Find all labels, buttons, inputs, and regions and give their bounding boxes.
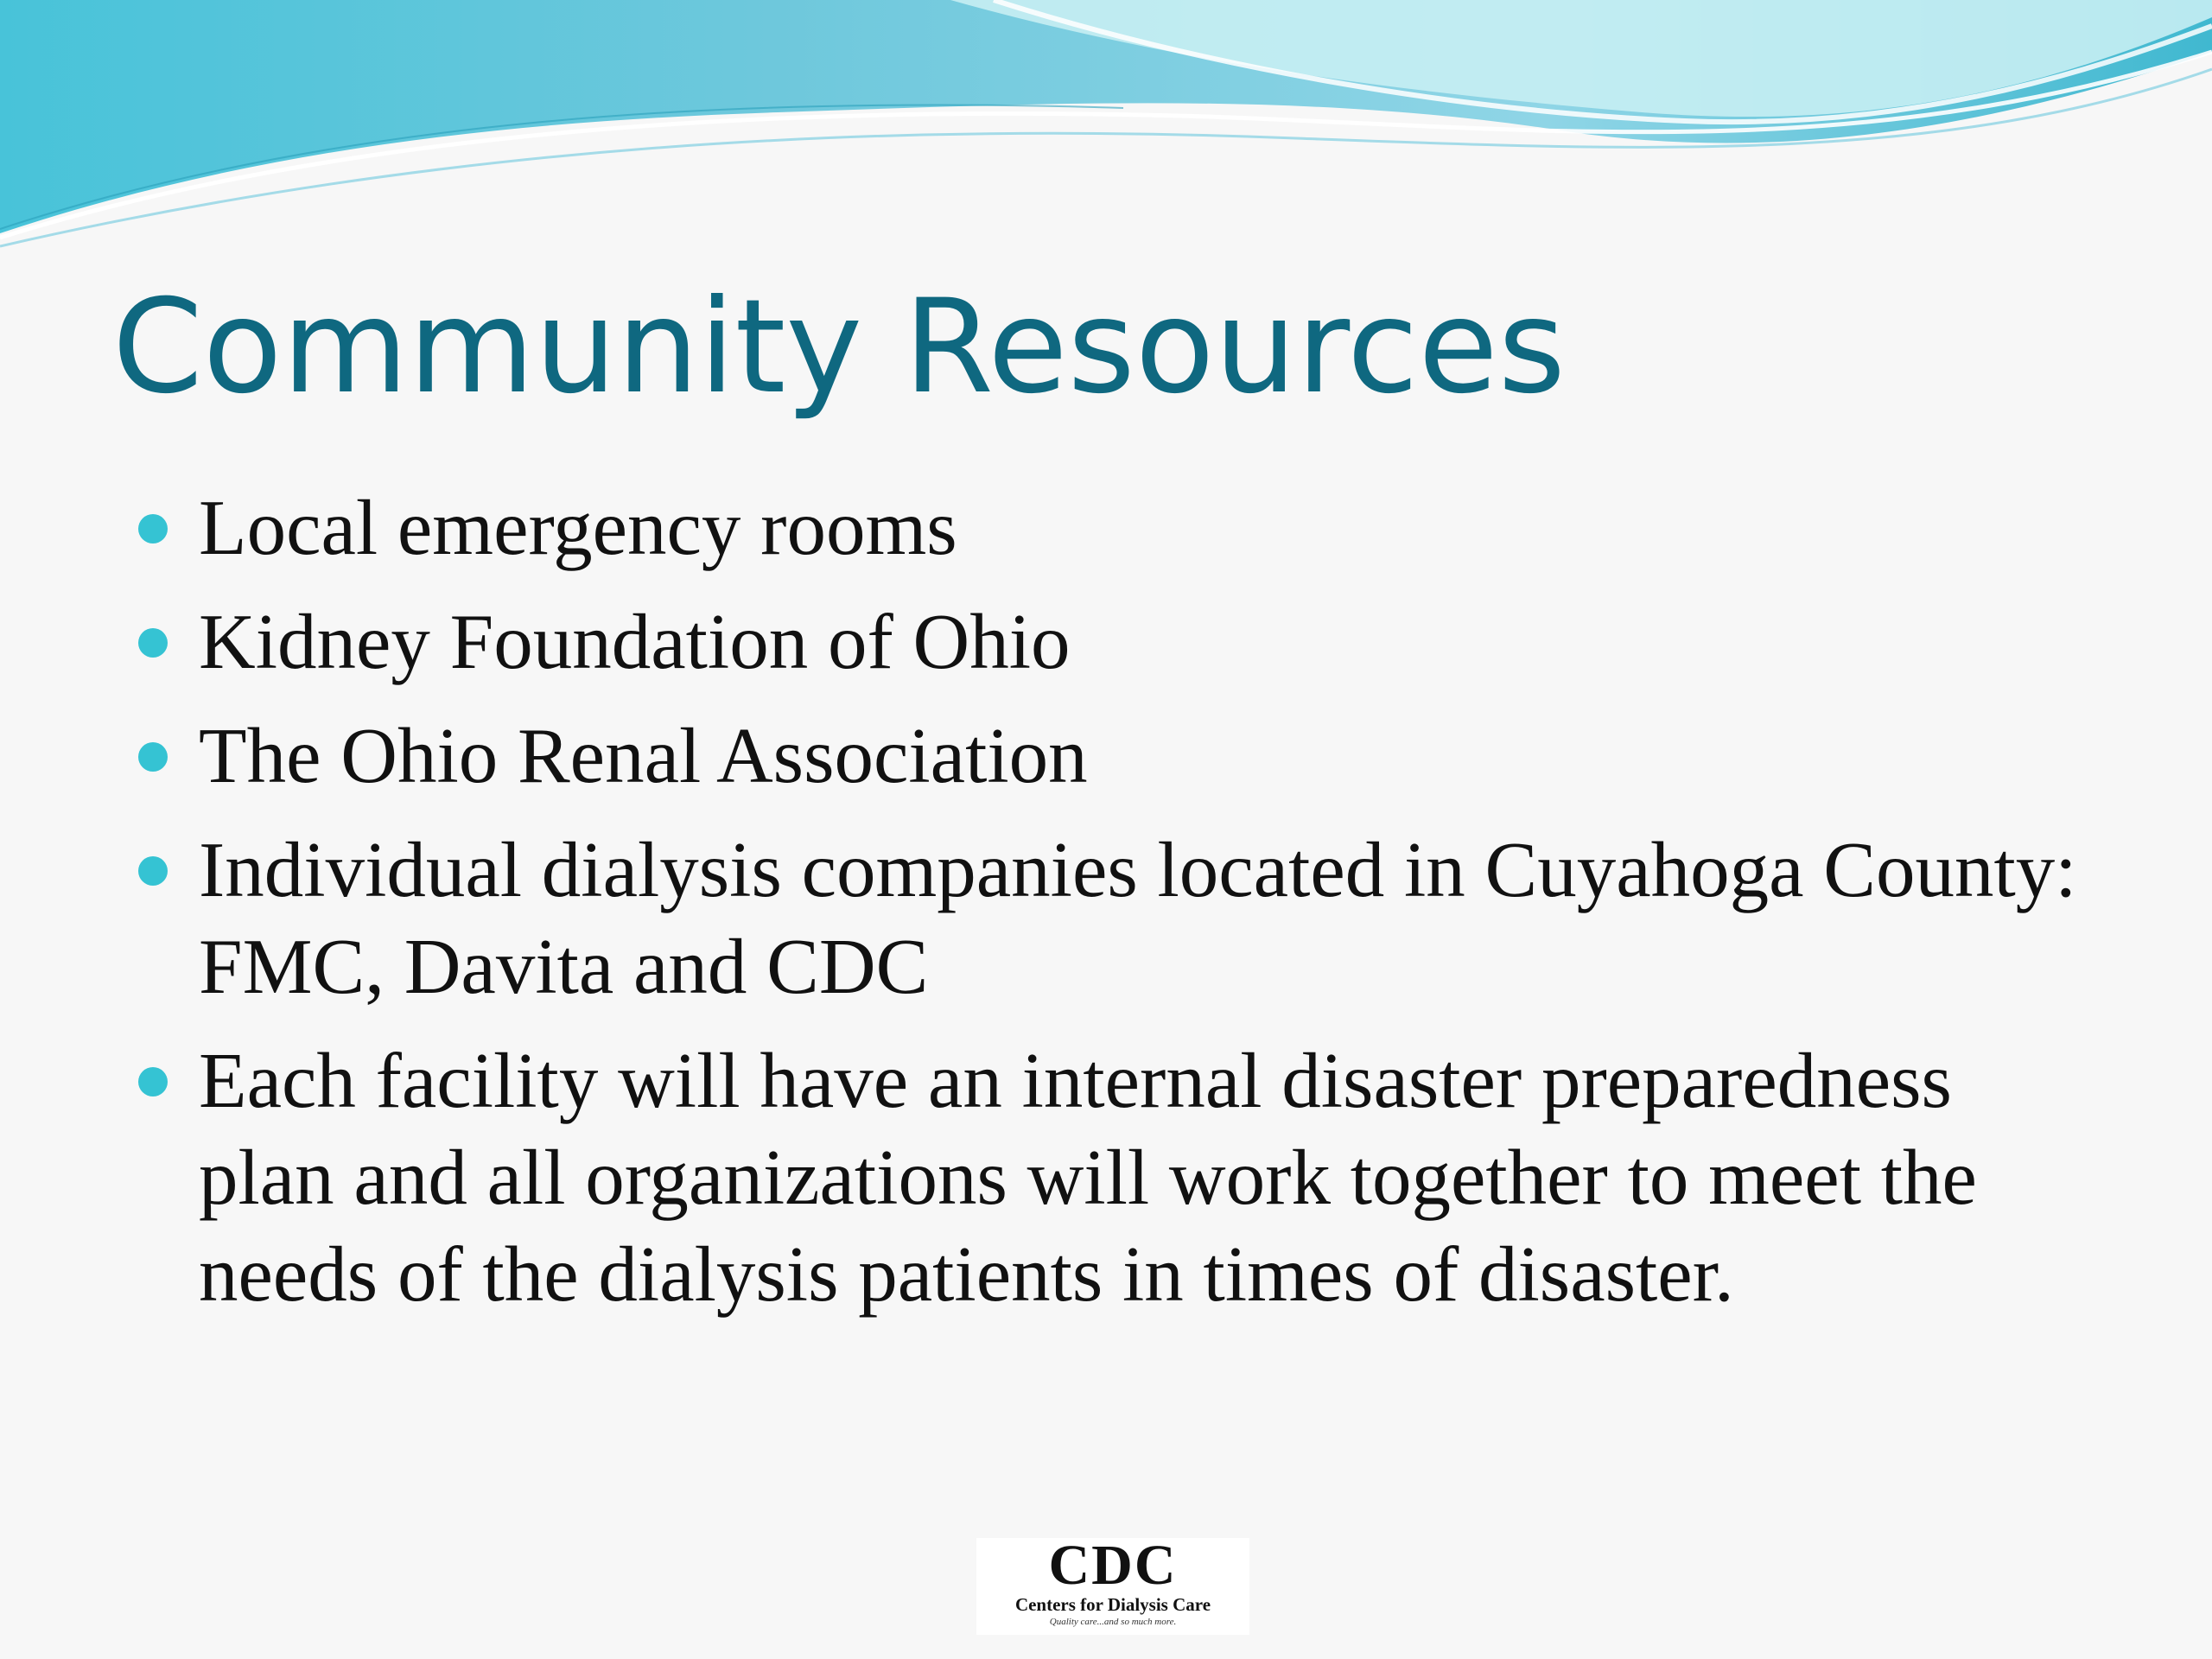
cdc-logo (976, 1534, 1249, 1635)
header-wave-decoration (0, 0, 2212, 259)
bullet-list (138, 480, 2091, 1340)
slide-title: Community Resources (112, 272, 1566, 423)
bullet-text: Each facility will have an internal disaster preparedness plan and all organizations will work together to meet the needs of the dialysis patients in times of disaster. (199, 1037, 1977, 1318)
bullet-dot-icon (138, 856, 168, 886)
bullet-item (138, 594, 2091, 690)
bullet-dot-icon (138, 514, 168, 543)
bullet-dot-icon (138, 1067, 168, 1096)
bullet-item (138, 480, 2091, 576)
bullet-text: The Ohio Renal Association (199, 712, 1088, 799)
logo-name: Centers for Dialysis Care (1014, 1594, 1211, 1615)
bullet-item (138, 1033, 2091, 1323)
bullet-text: Individual dialysis companies located in Cuyahoga County: FMC, Davita and CDC (199, 826, 2077, 1010)
bullet-text: Kidney Foundation of Ohio (199, 598, 1071, 685)
bullet-dot-icon (138, 742, 168, 772)
bullet-item (138, 708, 2091, 804)
bullet-text: Local emergency rooms (199, 484, 957, 571)
bullet-item (138, 822, 2091, 1015)
bullet-dot-icon (138, 628, 168, 658)
logo-mark: CDC (1048, 1534, 1178, 1597)
logo-tagline: Quality care...and so much more. (1049, 1617, 1177, 1627)
